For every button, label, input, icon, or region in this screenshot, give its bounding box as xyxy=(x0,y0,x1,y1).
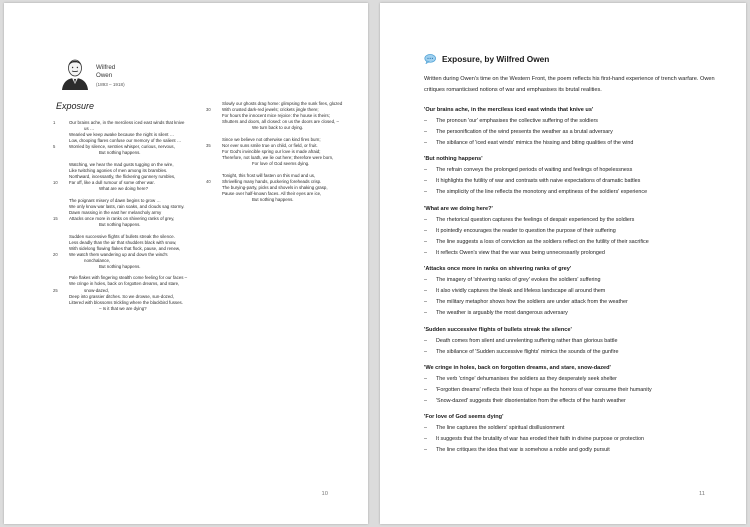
analysis-bullet xyxy=(424,297,724,308)
poem-line-text: Like twitching agonies of men among its brambles. xyxy=(69,167,168,173)
dash-marker: – xyxy=(424,348,427,355)
poem-line-text: For hours the innocent mice rejoice: the house is theirs; xyxy=(222,113,330,119)
notes-title-row xyxy=(424,54,549,64)
analysis-section xyxy=(424,204,724,259)
line-number: 15 xyxy=(53,215,58,221)
line-number: 30 xyxy=(206,107,211,113)
poem-line-text: Dawn massing in the east her melancholy army xyxy=(69,209,162,215)
poem-line-text: nonchalance, xyxy=(84,257,111,263)
dash-marker: – xyxy=(424,288,427,295)
poem-line-text: But nothing happens. xyxy=(252,196,294,202)
poem-line-text: The burying-party, picks and shovels in shaking grasp, xyxy=(222,184,328,190)
bullet-text: It also vividly captures the bleak and lifeless landscape all around them xyxy=(436,288,606,295)
poem-line xyxy=(59,306,209,312)
dash-marker: – xyxy=(424,375,427,382)
analysis-bullet xyxy=(424,127,724,138)
dash-marker: – xyxy=(424,337,427,344)
bullet-text: The sibilance of 'Sudden successive flights' mimics the sounds of the gunfire xyxy=(436,348,619,355)
analysis-bullet xyxy=(424,187,724,198)
poem-line-text: But nothing happens. xyxy=(99,221,141,227)
poem-line-text: Sudden successive flights of bullets streak the silence. xyxy=(69,233,175,239)
line-number: 20 xyxy=(53,251,58,257)
bullet-text: The sibilance of 'iced east winds' mimics the hissing and biting qualities of the wind xyxy=(436,140,634,146)
quotation-heading: 'But nothing happens' xyxy=(424,156,483,163)
poem-line-text: But nothing happens. xyxy=(99,150,141,156)
dash-marker: – xyxy=(424,447,427,454)
page-number: 11 xyxy=(698,491,705,497)
analysis-bullet xyxy=(424,445,724,456)
bullet-text: It pointedly encourages the reader to question the purpose of their suffering xyxy=(436,227,616,234)
poem-line-text: We only know war lasts, rain soaks, and clouds sag stormy. xyxy=(69,203,185,209)
bullet-text: Death comes from silent and unrelenting suffering rather than glorious battle xyxy=(436,337,618,344)
intro-paragraph: Written during Owen's time on the Western Front, the poem reflects his first-hand experience of trench warfare. Owen critiques romanticised notions of war and emphasises its brutal realities. xyxy=(424,76,715,93)
bullet-text: It reflects Owen's view that the war was being unnecessarily prolonged xyxy=(436,249,605,256)
bullet-text: The personification of the wind presents the weather as a brutal adversary xyxy=(436,129,613,135)
dash-marker: – xyxy=(424,249,427,256)
bullet-text: The line suggests a loss of conviction as the soldiers reflect on the futility of their sacrifice xyxy=(436,238,649,245)
poem-line-text: We turn back to our dying. xyxy=(252,125,304,131)
bullet-text: The line captures the soldiers' spiritual disillusionment xyxy=(436,425,565,432)
poem-stanza xyxy=(53,120,209,156)
bullet-text: The rhetorical question captures the feelings of despair experienced by the soldiers xyxy=(436,216,635,223)
line-number: 5 xyxy=(53,144,56,150)
quotation-heading: 'Attacks once more in ranks on shivering ranks of grey' xyxy=(424,266,572,273)
bullet-text: The line critiques the idea that war is somehow a noble and godly pursuit xyxy=(436,447,610,454)
analysis-section xyxy=(424,325,724,358)
dash-marker: – xyxy=(424,310,427,317)
analysis-bullet xyxy=(424,215,724,226)
poem-line-text: For love of God seems dying. xyxy=(252,161,310,167)
dash-marker: – xyxy=(424,277,427,284)
poem-line-text: – Is it that we are dying? xyxy=(99,305,147,311)
quotation-heading: 'Our brains ache, in the merciless iced east winds that knive us' xyxy=(424,107,594,113)
analysis-section xyxy=(424,412,724,456)
poem-line xyxy=(59,222,209,228)
poem-stanza xyxy=(206,136,362,167)
dash-marker: – xyxy=(424,436,427,443)
analysis-bullet xyxy=(424,385,724,396)
poem-line-text: Therefore, not loath, we lie out here; therefore were born, xyxy=(222,154,334,160)
poem-line-text: Since we believe not otherwise can kind fires burn; xyxy=(222,136,321,142)
poem-line-text: Low, drooping flares confuse our memory of the salient … xyxy=(69,138,182,144)
poem-line-text: Tonight, this frost will fasten on this mud and us, xyxy=(222,172,316,178)
dash-marker: – xyxy=(424,189,427,196)
bullet-text: It suggests that the brutality of war has eroded their faith in divine purpose or protection xyxy=(436,436,644,443)
author-last-name: Owen xyxy=(96,72,113,79)
dash-marker: – xyxy=(424,397,427,404)
bullet-text: 'Snow-dazed' suggests their disorientation from the effects of the harsh weather xyxy=(436,397,626,404)
poem-line-text: snow-dazed, xyxy=(84,287,109,293)
speech-bubble-icon xyxy=(424,54,436,64)
poem-line xyxy=(59,150,209,156)
analysis-section xyxy=(424,105,724,149)
line-number: 35 xyxy=(206,142,211,148)
dash-marker: – xyxy=(424,118,427,124)
dash-marker: – xyxy=(424,299,427,306)
bullet-text: The simplicity of the line reflects the monotony and emptiness of the soldiers' experience xyxy=(436,189,648,196)
poem-line-text: Northward, incessantly, the flickering gunnery rumbles, xyxy=(69,173,176,179)
poem-line-text: Watching, we hear the mad gusts tugging on the wire, xyxy=(69,161,174,167)
analysis-bullet xyxy=(424,275,724,286)
bullet-text: The military metaphor shows how the soldiers are under attack from the weather xyxy=(436,299,628,306)
quotation-heading: 'Sudden successive flights of bullets streak the silence' xyxy=(424,326,572,333)
poem-stanza xyxy=(53,233,209,270)
dash-marker: – xyxy=(424,227,427,234)
poem-line-text: Worried by silence, sentries whisper, curious, nervous, xyxy=(69,144,175,150)
analysis-bullet xyxy=(424,308,724,319)
analysis-section xyxy=(424,154,724,198)
dash-marker: – xyxy=(424,129,427,135)
poem-line-text: Deep into grassier ditches. So we drowse, sun-dozed, xyxy=(69,293,174,299)
poem-line-text: What are we doing here? xyxy=(99,186,149,192)
poem-line-text: Our brains ache, in the merciless iced east winds that knive xyxy=(69,120,185,125)
analysis-bullet xyxy=(424,176,724,187)
poem-line-text: Shrivelling many hands, puckering foreheads crisp. xyxy=(222,178,322,184)
poem-line xyxy=(212,197,362,203)
bullet-text: The pronoun 'our' emphasises the collective suffering of the soldiers xyxy=(436,118,598,124)
poem-line-text: Less deadly than the air that shudders black with snow, xyxy=(69,239,177,245)
dash-marker: – xyxy=(424,386,427,393)
poem-line-text: Pale flakes with fingering stealth come feeling for our faces – xyxy=(69,275,188,281)
poem-stanza xyxy=(53,197,209,228)
analysis-bullet xyxy=(424,347,724,358)
dash-marker: – xyxy=(424,140,427,146)
line-number: 40 xyxy=(206,178,211,184)
poem-line xyxy=(212,125,362,131)
analysis-section xyxy=(424,264,724,319)
poem-column-left xyxy=(53,120,209,317)
poem-line-text: The poignant misery of dawn begins to grow … xyxy=(69,197,161,203)
author-portrait xyxy=(60,56,90,90)
poem-line-text: Littered with blossoms trickling where the blackbird fusses. xyxy=(69,299,183,305)
notes-title: Exposure, by Wilfred Owen xyxy=(442,54,550,64)
analysis-bullet xyxy=(424,116,724,127)
analysis-section xyxy=(424,363,724,407)
line-number: 10 xyxy=(53,180,58,186)
poem-stanza xyxy=(206,101,362,131)
bullet-text: The verb 'cringe' dehumanises the soldiers as they desperately seek shelter xyxy=(436,375,617,382)
bullet-text: The weather is arguably the most dangerous adversary xyxy=(436,310,568,317)
page-number: 10 xyxy=(321,491,328,497)
analysis-bullet xyxy=(424,226,724,237)
poem-stanza xyxy=(206,172,362,203)
dash-marker: – xyxy=(424,167,427,174)
poem-stanza xyxy=(53,275,209,311)
poem-line-text: Shutters and doors, all closed: on us the doors are closed, – xyxy=(222,119,339,125)
author-first-name: Wilfred xyxy=(96,64,116,71)
analysis-bullet xyxy=(424,138,724,149)
dash-marker: – xyxy=(424,425,427,432)
poem-line-text: Far off, like a dull rumour of some other war. xyxy=(69,180,155,186)
analysis-bullet xyxy=(424,248,724,259)
analysis-bullet xyxy=(424,434,724,445)
dash-marker: – xyxy=(424,178,427,185)
bullet-text: The refrain conveys the prolonged periods of waiting and feelings of hopelessness xyxy=(436,167,633,174)
poem-line-text: For God's invincible spring our love is made afraid; xyxy=(222,148,321,154)
poem-line-text: We watch them wandering up and down the wind's xyxy=(69,251,168,257)
dash-marker: – xyxy=(424,238,427,245)
poem-title: Exposure xyxy=(56,101,95,111)
quotation-heading: 'What are we doing here?' xyxy=(424,205,493,212)
right-page xyxy=(380,3,746,524)
poem-line-text: Attacks once more in ranks on shivering ranks of grey, xyxy=(69,215,175,221)
poem-line-text: us … xyxy=(84,126,95,132)
analysis-bullet xyxy=(424,165,724,176)
bullet-text: 'Forgotten dreams' reflects their loss of hope as the horrors of war consume their humanity xyxy=(436,386,652,393)
analysis-bullet xyxy=(424,336,724,347)
poem-line-text: We cringe in holes, back on forgotten dreams, and stare, xyxy=(69,281,180,287)
poem-line-text: Slowly our ghosts drag home: glimpsing the sunk fires, glozed xyxy=(222,101,343,106)
author-dates: (1893 – 1918) xyxy=(96,82,125,87)
left-page xyxy=(4,3,368,524)
poem-line xyxy=(59,264,209,270)
poem-stanza xyxy=(53,161,209,192)
analysis-bullet xyxy=(424,237,724,248)
poem-line-text: Wearied we keep awake because the night is silent … xyxy=(69,132,175,138)
analysis-bullet xyxy=(424,396,724,407)
analysis-sections xyxy=(424,105,724,462)
poem-column-right xyxy=(206,101,362,208)
analysis-bullet xyxy=(424,286,724,297)
poem-line-text: With crusted dark-red jewels; crickets jingle there; xyxy=(222,107,319,113)
line-number: 25 xyxy=(53,287,58,293)
poem-line-text: Pause over half-known faces. All their eyes are ice, xyxy=(222,190,322,196)
quotation-heading: 'For love of God seems dying' xyxy=(424,414,504,421)
bullet-text: It highlights the futility of war and contrasts with naive expectations of dramatic battles xyxy=(436,178,641,185)
author-name xyxy=(96,64,115,80)
analysis-bullet xyxy=(424,374,724,385)
line-number: 1 xyxy=(53,120,56,125)
poem-line-text: But nothing happens. xyxy=(99,263,141,269)
quotation-heading: 'We cringe in holes, back on forgotten dreams, and stare, snow-dazed' xyxy=(424,364,611,371)
poem-line-text: With sidelong flowing flakes that flock, pause, and renew, xyxy=(69,245,181,251)
analysis-bullet xyxy=(424,423,724,434)
poem-line xyxy=(212,161,362,167)
poem-line xyxy=(59,186,209,192)
bullet-text: The imagery of 'shivering ranks of grey' evokes the soldiers' suffering xyxy=(436,277,601,284)
dash-marker: – xyxy=(424,216,427,223)
poem-line-text: Nor ever suns smile true on child, or field, or fruit. xyxy=(222,142,318,148)
